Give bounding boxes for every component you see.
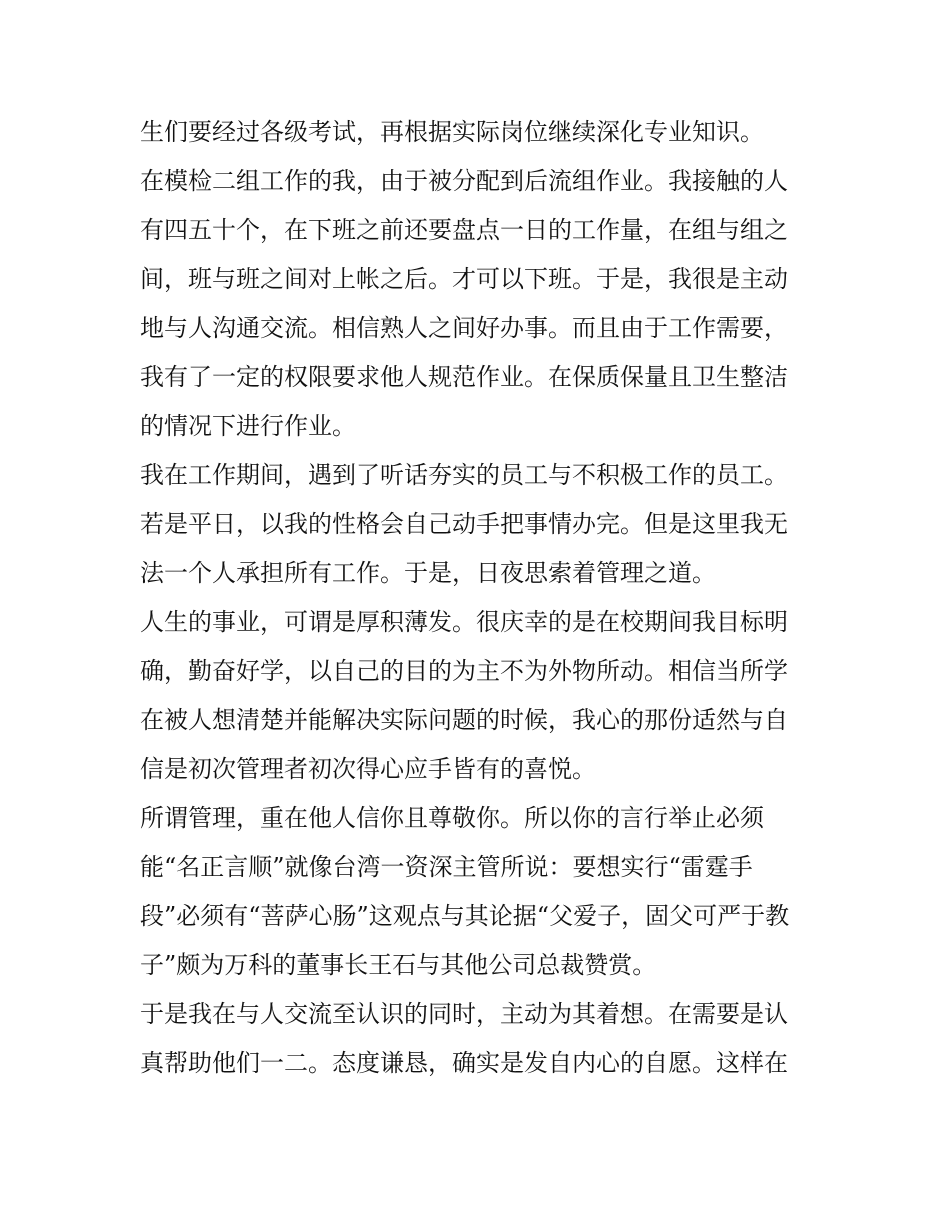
- text-line: 我在工作期间，遇到了听话夯实的员工与不积极工作的员工。: [140, 461, 788, 489]
- text-line: 子”颇为万科的董事长王石与其他公司总裁赞赏。: [140, 951, 657, 979]
- text-line: 人生的事业，可谓是厚积薄发。很庆幸的是在校期间我目标明: [140, 608, 788, 636]
- text-line: 所谓管理，重在他人信你且尊敬你。所以你的言行举止必须: [140, 804, 764, 832]
- text-line: 地与人沟通交流。相信熟人之间好办事。而且由于工作需要，: [140, 314, 788, 342]
- text-line: 间，班与班之间对上帐之后。才可以下班。于是，我很是主动: [140, 265, 788, 293]
- text-line: 在被人想清楚并能解决实际问题的时候，我心的那份适然与自: [140, 706, 788, 734]
- text-line: 在模检二组工作的我，由于被分配到后流组作业。我接触的人: [140, 167, 788, 195]
- text-line: 确，勤奋好学，以自己的目的为主不为外物所动。相信当所学: [140, 657, 788, 685]
- text-line: 我有了一定的权限要求他人规范作业。在保质保量且卫生整洁: [140, 363, 788, 391]
- text-line: 于是我在与人交流至认识的同时，主动为其着想。在需要是认: [140, 1000, 788, 1028]
- document-body: [140, 108, 820, 1088]
- text-line: 能“名正言顺”就像台湾一资深主管所说：要想实行“雷霆手: [140, 853, 753, 881]
- text-line: 的情况下进行作业。: [140, 412, 356, 440]
- text-line: 信是初次管理者初次得心应手皆有的喜悦。: [140, 755, 596, 783]
- text-line: 生们要经过各级考试，再根据实际岗位继续深化专业知识。: [140, 118, 764, 146]
- text-line: 若是平日，以我的性格会自己动手把事情办完。但是这里我无: [140, 510, 788, 538]
- text-line: 段”必须有“菩萨心肠”这观点与其论据“父爱子，固父可严于教: [140, 902, 790, 930]
- text-line: 真帮助他们一二。态度谦恳，确实是发自内心的自愿。这样在: [140, 1049, 788, 1077]
- text-line: 法一个人承担所有工作。于是，日夜思索着管理之道。: [140, 559, 716, 587]
- text-line: 有四五十个，在下班之前还要盘点一日的工作量，在组与组之: [140, 216, 788, 244]
